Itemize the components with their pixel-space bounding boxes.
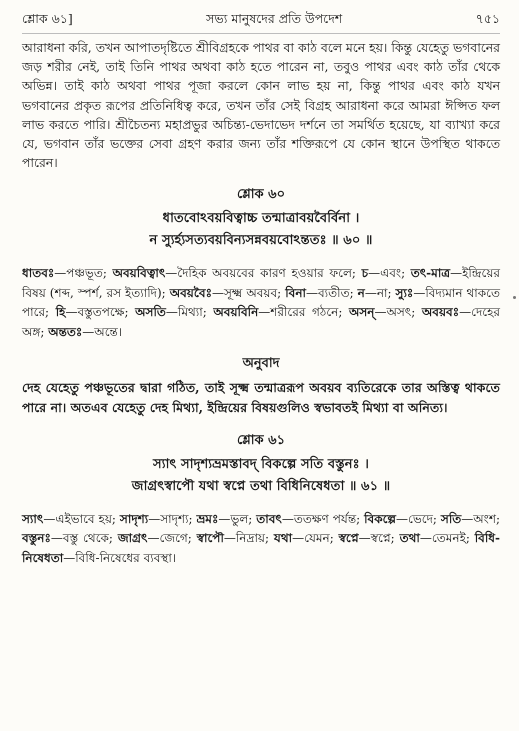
synonym-meaning: —এবং; bbox=[368, 266, 411, 281]
synonym-meaning: —এইভাবে হয়; bbox=[43, 512, 120, 527]
synonym-word: বিকল্পে bbox=[364, 512, 396, 527]
book-page bbox=[22, 10, 500, 568]
synonym-word: স্বাপৌ bbox=[196, 531, 224, 546]
synonym-word: চ bbox=[361, 266, 369, 281]
synonym-word: অবয়বিত্বাৎ bbox=[112, 266, 166, 281]
translation-60: দেহ যেহেতু পঞ্চভূতের দ্বারা গঠিত, তাই সূক্ষ্ম তন্মাত্ররূপ অবয়ব ব্যতিরেকে তার অস্তিত্ব থাকতে পারে না। অতএব যেহেতু দেহ মিথ্যা, ইন্দ্রিয়ের বিষয়গুলিও স্বভাবতই মিথ্যা বা অনিত্য। bbox=[22, 380, 500, 416]
synonym-word: ভ্রমঃ bbox=[196, 512, 219, 527]
synonym-meaning: —বিদ্যমান থাকতে পারে; bbox=[22, 285, 501, 320]
synonyms-61 bbox=[22, 510, 500, 568]
synonym-word: হি bbox=[55, 305, 66, 320]
header-chapter-title: সভ্য মানুষদের প্রতি উপদেশ bbox=[206, 11, 343, 26]
synonym-meaning: —অংশ; bbox=[461, 512, 500, 527]
synonym-word: স্যুঃ bbox=[395, 285, 414, 300]
synonym-meaning: —ততক্ষণ পর্যন্ত; bbox=[281, 512, 365, 527]
synonym-word: সাদৃশ্য bbox=[119, 512, 149, 527]
synonym-meaning: —না; bbox=[364, 285, 396, 300]
synonym-meaning: —শরীরের গঠনে; bbox=[258, 305, 349, 320]
synonym-word: জাগ্রৎ bbox=[117, 531, 148, 546]
synonym-meaning: —সূক্ষ্ম অবয়ব; bbox=[211, 285, 286, 300]
synonym-word: অসন্ bbox=[348, 305, 375, 320]
synonyms-60 bbox=[22, 264, 500, 342]
verse-61-line-1: স্যাৎ সাদৃশ্যভ্রমস্তাবদ্ বিকল্পে সতি বস্তুনঃ । bbox=[153, 457, 369, 473]
synonym-word: ধাতবঃ bbox=[22, 266, 55, 281]
header-page-number: ৭৫১ bbox=[475, 11, 500, 26]
synonym-meaning: —সাদৃশ্য; bbox=[148, 512, 197, 527]
purport-paragraph: আরাধনা করি, তখন আপাতদৃষ্টিতে শ্রীবিগ্রহকে পাথর বা কাঠ বলে মনে হয়। কিন্তু যেহেতু ভগবানের জড় শরীর নেই, তাই তিনি পাথর অথবা কাঠ হতে পারেন না, তবুও পাথর এবং কাঠ তাঁর থেকে অভিন্ন। তাই কাঠ অথবা পাথর পূজা করলে কোন লাভ হয় না, কিন্তু পাথর এবং কাঠ যখন ভগবানের প্রকৃত রূপের প্রতিনিধিত্ব করে, তখন তাঁর সেই বিগ্রহ আরাধনা করে আমরা ঈপ্সিত ফল লাভ করতে পারি। শ্রীচৈতন্য মহাপ্রভুর অচিন্ত্য-ভেদাভেদ দর্শনে তা সমর্থিত হয়েছে, যা ব্যাখ্যা করে যে, ভগবান তাঁর ভক্তের সেবা গ্রহণ করার জন্য তাঁর শক্তিরূপে যে কোন স্থানে উপস্থিত থাকতে পারেন। bbox=[22, 40, 500, 171]
synonym-word: তৎ-মাত্র bbox=[410, 266, 451, 281]
synonym-meaning: —বস্তু থেকে; bbox=[50, 531, 118, 546]
synonym-word: তথা bbox=[399, 531, 420, 546]
synonym-meaning: —জেগে; bbox=[147, 531, 197, 546]
synonym-word: অবয়বঃ bbox=[421, 305, 460, 320]
synonym-meaning: —যেমন; bbox=[292, 531, 339, 546]
synonym-word: অবয়বৈঃ bbox=[169, 285, 212, 300]
synonym-word: বিনা bbox=[285, 285, 306, 300]
verse-61-heading: শ্লোক ৬১ bbox=[236, 433, 286, 449]
synonym-word: অবয়বিনি bbox=[213, 305, 259, 320]
synonym-meaning: —দেহের অঙ্গ; bbox=[22, 305, 500, 339]
synonym-meaning: —বস্তুতপক্ষে; bbox=[65, 305, 136, 320]
synonym-meaning: —দৈহিক অবয়বের কারণ হওয়ার ফলে; bbox=[165, 266, 362, 281]
synonym-word: সতি bbox=[440, 512, 462, 527]
synonym-meaning: —ইন্দ্রিয়ের বিষয় (শব্দ, স্পর্শ, রস ইত্যাদি); bbox=[22, 266, 500, 300]
synonym-meaning: —ব্যতীত; bbox=[305, 285, 358, 300]
verse-61-line-2: জাগ্রৎস্বাপৌ যথা স্বপ্নে তথা বিধিনিষেধতা ॥ ৬১ ॥ bbox=[131, 479, 391, 495]
verse-60-line-2: ন স্যুর্হ্যসত্যবয়বিন্যসন্নবয়বোঽন্ততঃ ॥ ৬০ ॥ bbox=[149, 233, 373, 249]
synonym-meaning: —তেমনই; bbox=[419, 531, 475, 546]
synonym-meaning: —ভেদে; bbox=[395, 512, 441, 527]
synonym-word: বিধি-নিষেধতা bbox=[22, 531, 500, 565]
synonym-meaning: —পঞ্চভূত; bbox=[54, 266, 113, 281]
page-header bbox=[22, 10, 500, 34]
synonym-word: অসতি bbox=[135, 305, 166, 320]
synonym-meaning: —অসৎ; bbox=[374, 305, 422, 320]
synonym-meaning: —স্বপ্নে; bbox=[358, 531, 400, 546]
synonym-meaning: —ভুল; bbox=[218, 512, 257, 527]
synonym-meaning: —মিথ্যা; bbox=[165, 305, 214, 320]
header-verse-ref: শ্লোক ৬১] bbox=[22, 11, 73, 26]
synonym-meaning: —অন্তে। bbox=[82, 324, 123, 339]
synonym-meaning: —নিদ্রায়; bbox=[223, 531, 274, 546]
synonym-word: অন্ততঃ bbox=[48, 324, 83, 339]
margin-dot bbox=[513, 296, 516, 299]
synonym-word: বস্তুনঃ bbox=[22, 531, 51, 546]
verse-60-heading: শ্লোক ৬০ bbox=[236, 187, 286, 203]
synonym-word: স্যাৎ bbox=[22, 512, 44, 527]
synonym-word: যথা bbox=[273, 531, 293, 546]
verse-60-line-1: ধাতবোঽবয়বিত্বাচ্চ তন্মাত্রাবয়বৈর্বিনা । bbox=[162, 211, 360, 227]
translation-heading: অনুবাদ bbox=[242, 356, 280, 372]
synonym-word: তাবৎ bbox=[256, 512, 282, 527]
synonym-meaning: —বিধি-নিষেধের ব্যবস্থা। bbox=[63, 550, 177, 565]
synonym-word: ন bbox=[357, 285, 365, 300]
synonym-word: স্বপ্নে bbox=[338, 531, 359, 546]
